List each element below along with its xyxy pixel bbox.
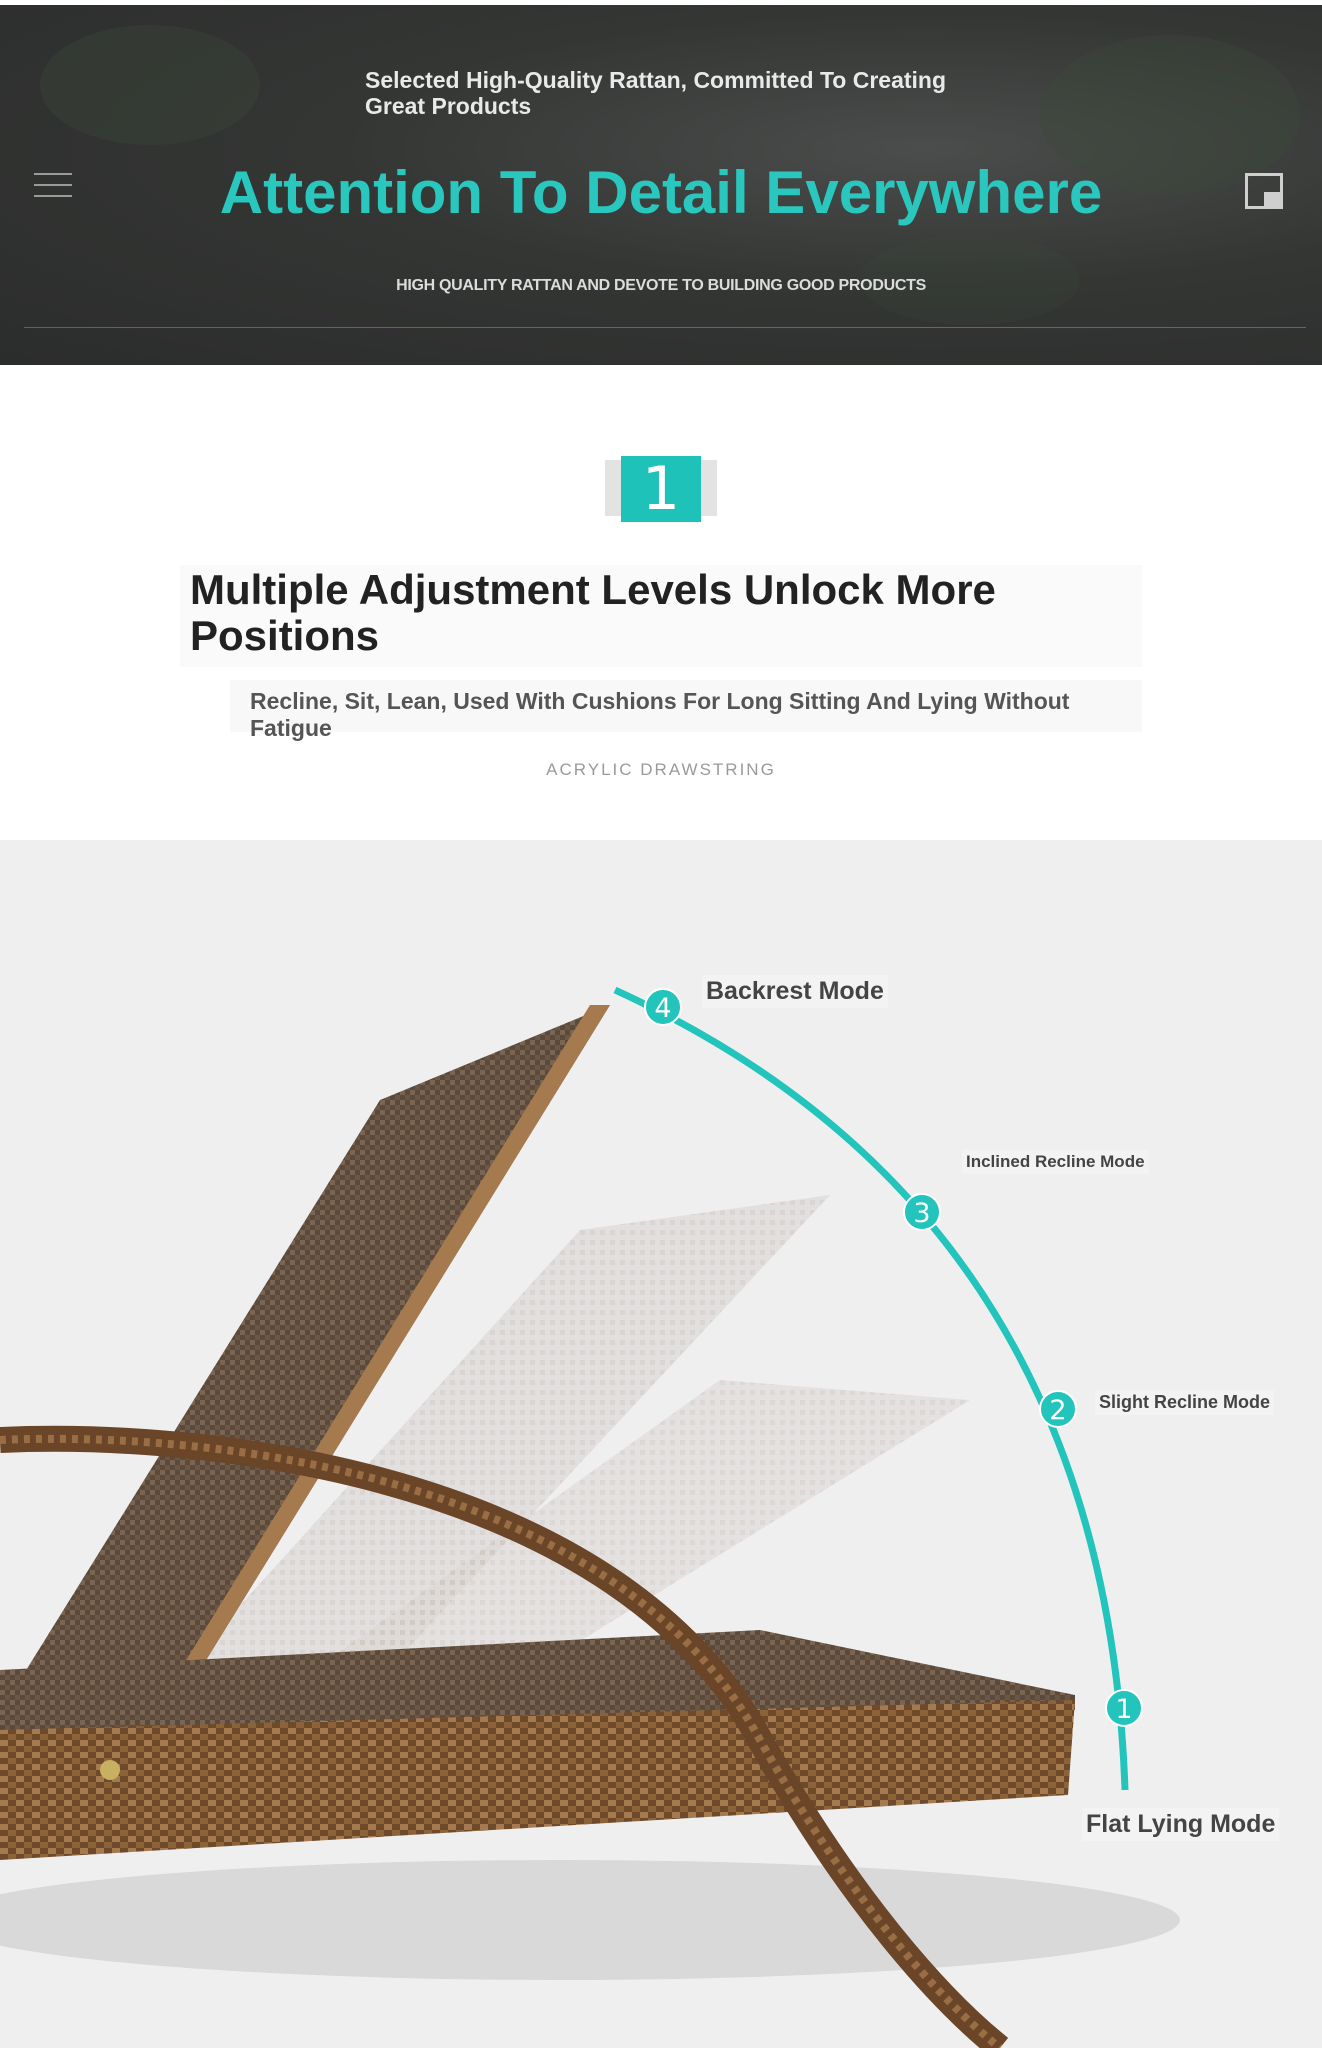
- adjustment-knob: [100, 1760, 120, 1780]
- hero-divider: [24, 327, 1306, 328]
- window-toggle-icon[interactable]: [1245, 173, 1283, 209]
- section-description-box: [230, 680, 1142, 741]
- product-image: [0, 840, 1322, 2048]
- section-number: 1: [621, 456, 701, 522]
- hamburger-menu-icon[interactable]: [34, 173, 72, 199]
- section-description: Recline, Sit, Lean, Used With Cushions For Long Sitting And Lying Without Fatigue: [250, 688, 1070, 741]
- section-heading-box: [180, 565, 1142, 667]
- mode-label-flat-lying: Flat Lying Mode: [1082, 1808, 1279, 1841]
- mode-number-badge: 1: [1105, 1689, 1143, 1727]
- mode-label-slight-recline: Slight Recline Mode: [1095, 1390, 1274, 1415]
- background-foliage: [40, 25, 260, 145]
- mode-number-badge: 2: [1039, 1390, 1077, 1428]
- hero-title: Attention To Detail Everywhere: [219, 159, 1103, 226]
- material-label: ACRYLIC DRAWSTRING: [546, 760, 776, 779]
- mode-label-backrest: Backrest Mode: [702, 975, 888, 1008]
- hero-subtitle: Selected High-Quality Rattan, Committed To Creating Great Products: [365, 67, 947, 119]
- section-number-badge: [605, 454, 717, 524]
- mode-number-badge: 3: [903, 1193, 941, 1231]
- hero-tagline: HIGH QUALITY RATTAN AND DEVOTE TO BUILDING GOOD PRODUCTS: [396, 277, 926, 294]
- section-heading: Multiple Adjustment Levels Unlock More Positions: [190, 566, 996, 659]
- floor-shadow: [0, 1860, 1180, 1980]
- mode-label-inclined-recline: Inclined Recline Mode: [962, 1150, 1149, 1174]
- hero-banner: [0, 5, 1322, 365]
- mode-number-badge: 4: [644, 988, 682, 1026]
